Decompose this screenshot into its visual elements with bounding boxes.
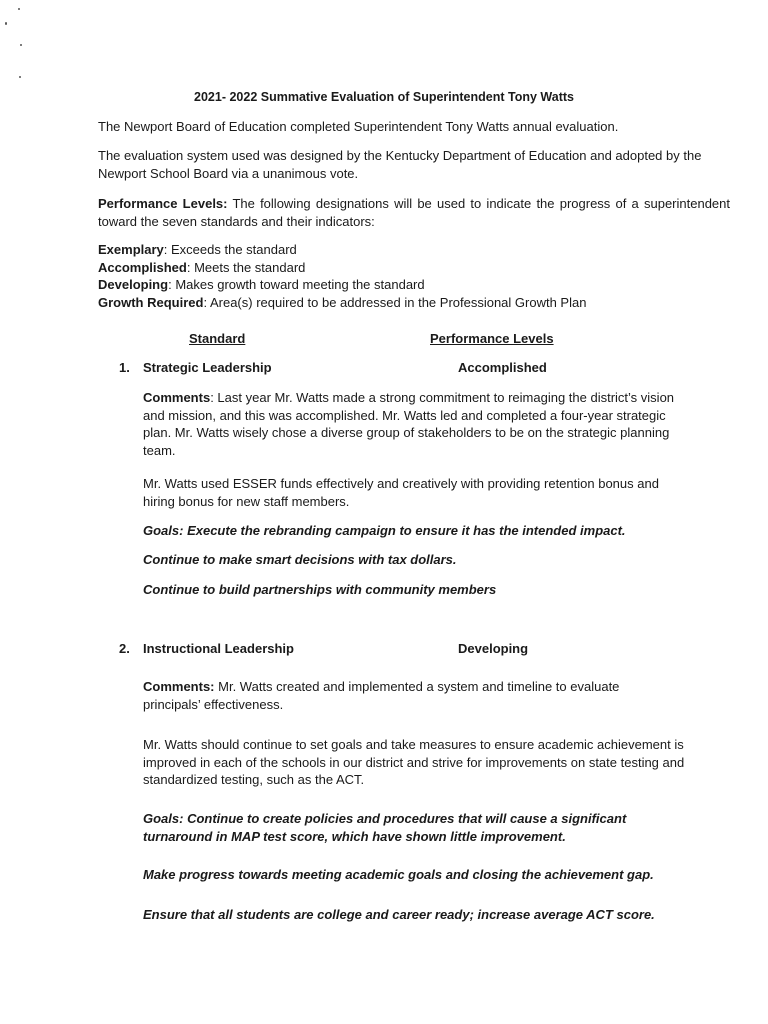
standard-level: Developing <box>458 641 529 656</box>
page-title: 2021- 2022 Summative Evaluation of Superintendent Tony Watts <box>194 90 574 104</box>
standard-1-comments: Comments: Last year Mr. Watts made a strong commitment to reimaging the district’s vision and mission, and this was accomplished. Mr. Watts led and completed a four-year strategic plan. Mr. Watts wisely chose a diverse group of stakeholders to be on the strategic planning team. <box>143 390 675 458</box>
level-definition: Developing: Makes growth toward meeting the standard <box>98 277 425 292</box>
standard-2-goal: Make progress towards meeting academic goals and closing the achievement gap. <box>143 867 654 882</box>
standard-1-goal: Continue to build partnerships with community members <box>143 582 497 597</box>
comments-text: Mr. Watts created and implemented a system and timeline to evaluate principals’ effectiveness. <box>143 679 620 712</box>
scan-speck <box>5 22 7 25</box>
level-description: Meets the standard <box>194 259 306 275</box>
performance-levels-label: Performance Levels: <box>98 196 228 211</box>
level-definition: Accomplished: Meets the standard <box>98 259 306 275</box>
scan-speck <box>18 8 20 10</box>
level-definition: Growth Required: Area(s) required to be addressed in the Professional Growth Plan <box>98 294 587 310</box>
comments-text: Last year Mr. Watts made a strong commitment to reimaging the district’s vision and mission, and this was accomplished. Mr. Watts led and completed a four-year strategic plan. Mr. Watts wisely chose a diverse group of stakeholders to be on the strategic planning team. <box>143 390 675 458</box>
standard-name: Instructional Leadership <box>143 641 294 656</box>
level-description: Exceeds the standard <box>171 242 297 257</box>
level-definitions <box>98 241 738 311</box>
comments-label: Comments <box>143 390 211 405</box>
scan-speck <box>19 76 21 78</box>
level-label: Developing <box>98 277 169 292</box>
standard-2-goal: Ensure that all students are college and career ready; increase average ACT score. <box>143 907 655 922</box>
standard-column-header: Standard <box>189 331 246 346</box>
standard-name: Strategic Leadership <box>143 360 272 375</box>
standard-1-goal: Goals: Execute the rebranding campaign to ensure it has the intended impact. <box>143 523 626 538</box>
level-description: Makes growth toward meeting the standard <box>175 277 425 292</box>
performance-column-header: Performance Levels <box>430 331 554 346</box>
scan-speck <box>20 44 22 46</box>
intro-paragraph: The Newport Board of Education completed Superintendent Tony Watts annual evaluation. <box>98 119 619 134</box>
level-label: Accomplished <box>98 259 187 275</box>
standard-2-achievement-paragraph: Mr. Watts should continue to set goals and take measures to ensure academic achievement is improved in each of the schools in our district and strive for improvements on state testing and standardized testing, such as the ACT. <box>143 737 685 787</box>
standard-1-goal: Continue to make smart decisions with tax dollars. <box>143 552 457 567</box>
standard-2-goal: Goals: Continue to create policies and procedures that will cause a significant turnaround in MAP test score, which have shown little improvement. <box>143 811 627 844</box>
standard-2-comments <box>143 678 678 713</box>
level-description: Area(s) required to be addressed in the Professional Growth Plan <box>209 294 587 310</box>
standard-number: 1. <box>119 360 130 375</box>
standard-number: 2. <box>119 641 130 656</box>
level-label: Exemplary <box>98 242 164 257</box>
evaluation-system-paragraph: The evaluation system used was designed by the Kentucky Department of Education and adopted by the Newport School Board via a unanimous vote. <box>98 148 702 181</box>
performance-levels-text: The following designations will be used to indicate the progress of a superintendent toward the seven standards and their indicators: <box>98 196 730 229</box>
standard-1-esser-paragraph: Mr. Watts used ESSER funds effectively and creatively with providing retention bonus and hiring bonus for new staff members. <box>143 476 659 509</box>
performance-levels-paragraph <box>98 195 730 230</box>
level-label: Growth Required <box>98 294 204 310</box>
level-definition: Exemplary: Exceeds the standard <box>98 242 297 257</box>
comments-label: Comments: <box>143 679 215 694</box>
standard-level: Accomplished <box>458 360 547 375</box>
